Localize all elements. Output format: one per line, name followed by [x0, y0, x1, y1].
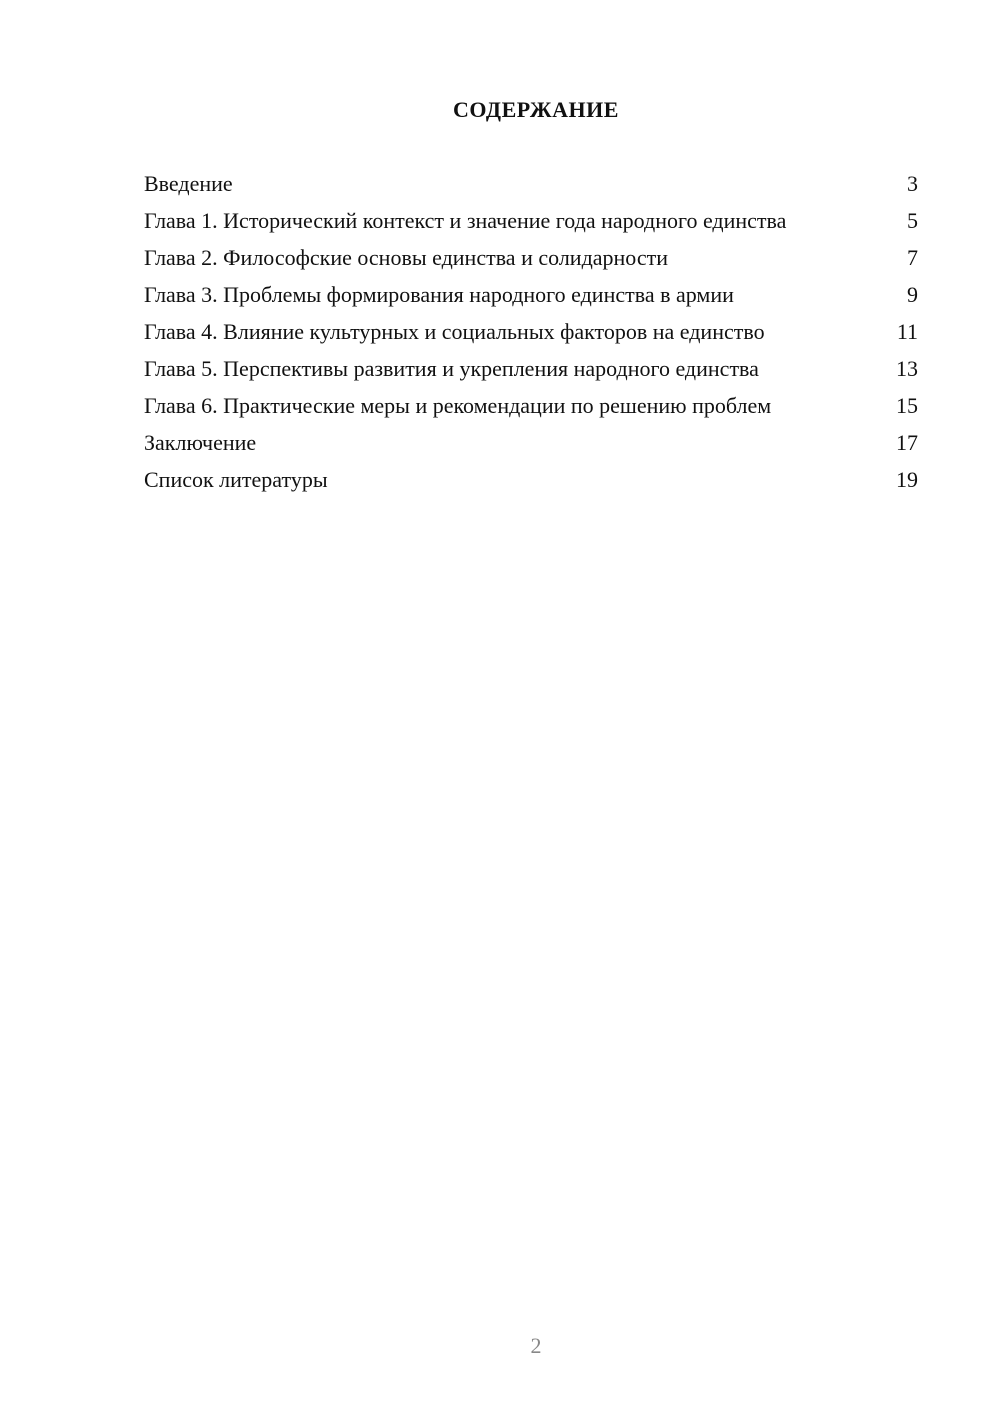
page-title: СОДЕРЖАНИЕ	[453, 97, 619, 122]
toc-entry-page: 7	[907, 245, 918, 270]
toc-entry-text: Введение	[144, 171, 233, 196]
toc-entry-introduction	[144, 170, 918, 197]
toc-entry-references	[144, 466, 918, 493]
toc-entry-text: Заключение	[144, 430, 257, 455]
toc-entry-page: 11	[896, 319, 918, 344]
toc-entry-text: Глава 1. Исторический контекст и значение года народного единства	[144, 208, 787, 233]
toc-entry-text: Глава 2. Философские основы единства и солидарности	[144, 245, 669, 270]
toc-entry-conclusion	[144, 429, 918, 456]
toc-entry-chapter-5	[144, 355, 918, 382]
page-number: 2	[530, 1333, 542, 1358]
toc-entry-chapter-1	[144, 207, 918, 234]
toc-entry-text: Глава 5. Перспективы развития и укрепления народного единства	[144, 356, 759, 381]
toc-entry-text: Глава 4. Влияние культурных и социальных факторов на единство	[144, 319, 765, 344]
toc-entry-page: 17	[896, 430, 918, 455]
toc-entry-page: 13	[896, 356, 918, 381]
toc-entry-text: Глава 3. Проблемы формирования народного единства в армии	[144, 282, 734, 307]
toc-entry-page: 3	[907, 171, 918, 196]
toc-entry-page: 9	[907, 282, 918, 307]
toc-entry-chapter-3	[144, 281, 918, 308]
toc-entry-chapter-6	[144, 392, 918, 419]
table-of-contents	[144, 170, 918, 503]
toc-entry-page: 5	[907, 208, 918, 233]
toc-entry-page: 19	[896, 467, 918, 492]
toc-entry-chapter-2	[144, 244, 918, 271]
toc-entry-text: Список литературы	[144, 467, 328, 492]
toc-entry-chapter-4	[144, 318, 918, 345]
toc-entry-page: 15	[896, 393, 918, 418]
toc-entry-text: Глава 6. Практические меры и рекомендации по решению проблем	[144, 393, 772, 418]
